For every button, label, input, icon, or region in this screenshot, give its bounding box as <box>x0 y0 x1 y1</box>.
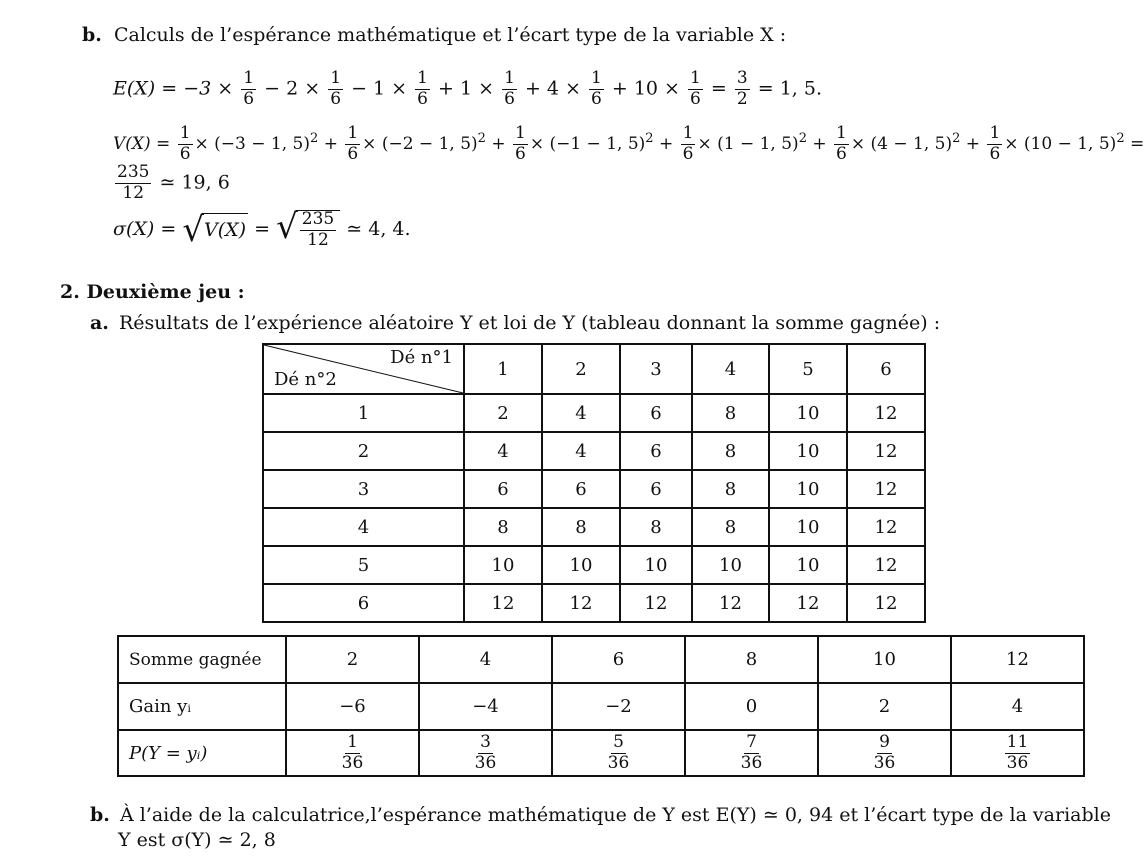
fraction: $\frac{1}{6}$ <box>836 123 847 164</box>
fraction: $\frac{1}{6}$ <box>682 123 694 164</box>
term: × (10 − 1, 5) <box>1004 133 1117 154</box>
table-cell: 8 <box>692 432 769 470</box>
term: + 10 × <box>611 77 680 100</box>
table-cell: 12 <box>847 470 925 508</box>
table-cell: 4 <box>542 432 620 470</box>
table-cell: 8 <box>464 508 542 546</box>
fraction: $\frac{1}{6}$ <box>347 123 359 164</box>
table-cell: 8 <box>620 508 692 546</box>
term: × (−1 − 1, 5) <box>529 133 646 154</box>
table-cell: 8 <box>692 394 769 432</box>
term: × (4 − 1, 5) <box>850 133 953 154</box>
fraction: $\frac{235}{12}$ <box>301 209 335 250</box>
column-header: 4 <box>692 344 769 394</box>
item-marker: a. <box>90 312 109 334</box>
term: + 1 × <box>438 77 495 100</box>
fraction: $\frac{235}{12}$ <box>117 162 150 203</box>
fraction: $\frac{9}{36}$ <box>873 731 896 773</box>
part2-b-line1 <box>90 806 1111 825</box>
column-header: 5 <box>769 344 847 394</box>
table-cell <box>286 730 419 776</box>
table-cell: 4 <box>419 636 552 683</box>
fraction: $\frac{3}{2}$ <box>736 68 748 109</box>
table-cell: 12 <box>951 636 1084 683</box>
row-header: Somme gagnée <box>118 636 286 683</box>
table-row <box>263 584 925 622</box>
table-row <box>263 508 925 546</box>
table-corner-cell <box>263 344 464 394</box>
table-cell: 2 <box>818 683 951 730</box>
fraction: $\frac{1}{6}$ <box>989 123 1001 164</box>
table-cell: 12 <box>847 584 925 622</box>
table-row <box>118 636 1084 683</box>
fraction: $\frac{1}{6}$ <box>179 123 191 164</box>
section-b-text: Calculs de l’espérance mathématique et l’écart type de la variable X : <box>113 24 787 46</box>
table-cell: 12 <box>847 432 925 470</box>
table-cell: 12 <box>542 584 620 622</box>
row-header: 4 <box>263 508 464 546</box>
table-cell: 6 <box>620 432 692 470</box>
variance-approx: ≃ 19, 6 <box>159 171 230 194</box>
variance-result <box>113 164 230 203</box>
fraction: $\frac{1}{6}$ <box>504 68 515 109</box>
part2-title: 2. Deuxième jeu : <box>60 281 245 303</box>
term: × (−3 − 1, 5) <box>194 133 310 154</box>
term: − 1 × <box>351 77 408 100</box>
row-header: 3 <box>263 470 464 508</box>
sqrt: √ $\frac{235}{12}$ <box>276 210 340 250</box>
table-cell: 8 <box>692 470 769 508</box>
table-cell: 6 <box>464 470 542 508</box>
table-cell: 10 <box>769 432 847 470</box>
item-marker: b. <box>82 24 102 46</box>
table-cell: 4 <box>464 432 542 470</box>
table-cell: 8 <box>685 636 818 683</box>
column-header: 3 <box>620 344 692 394</box>
table-cell: 10 <box>542 546 620 584</box>
table-row <box>118 730 1084 776</box>
fraction: $\frac{7}{36}$ <box>740 731 763 773</box>
table-cell: 4 <box>542 394 620 432</box>
equals: = <box>710 77 727 100</box>
dice-table <box>262 343 926 623</box>
part2-a-heading <box>90 314 940 333</box>
fraction: $\frac{1}{6}$ <box>243 68 255 109</box>
section-b-heading <box>82 26 786 45</box>
table-cell: 8 <box>542 508 620 546</box>
term: × (1 − 1, 5) <box>697 133 799 154</box>
table-cell: 10 <box>769 546 847 584</box>
table-cell <box>419 730 552 776</box>
table-cell: 10 <box>818 636 951 683</box>
fraction: $\frac{1}{6}$ <box>690 68 701 109</box>
fraction: $\frac{1}{6}$ <box>417 68 428 109</box>
table-cell: 2 <box>464 394 542 432</box>
distribution-table <box>117 635 1085 777</box>
fraction: $\frac{3}{36}$ <box>474 731 497 773</box>
expectation-lhs: E(X) = −3 × <box>113 77 234 100</box>
table-cell: 4 <box>951 683 1084 730</box>
table-cell: 10 <box>769 470 847 508</box>
column-header: 2 <box>542 344 620 394</box>
table-cell: 0 <box>685 683 818 730</box>
row-header: 2 <box>263 432 464 470</box>
table-cell: −2 <box>552 683 685 730</box>
fraction: $\frac{11}{36}$ <box>1006 731 1029 773</box>
fraction: $\frac{1}{6}$ <box>591 68 602 109</box>
sigma-approx: ≃ 4, 4. <box>346 217 411 240</box>
part2-b-line2: Y est σ(Y) ≃ 2, 8 <box>118 829 276 851</box>
equals: = <box>254 217 271 240</box>
variance-lhs: V(X) = <box>113 133 171 154</box>
table-row <box>118 683 1084 730</box>
table-cell: 10 <box>769 508 847 546</box>
corner-bottom-label: Dé n°2 <box>274 369 337 390</box>
table-cell: 2 <box>286 636 419 683</box>
sigma-lhs: σ(X) = <box>113 217 177 240</box>
sigma-formula <box>113 207 411 250</box>
table-row <box>263 432 925 470</box>
table-cell: 12 <box>692 584 769 622</box>
table-cell: 6 <box>542 470 620 508</box>
table-row <box>263 394 925 432</box>
table-cell: 12 <box>464 584 542 622</box>
term: − 2 × <box>264 77 321 100</box>
table-cell: 6 <box>620 470 692 508</box>
table-cell: −6 <box>286 683 419 730</box>
sqrt: √ V(X) <box>182 209 247 250</box>
fraction: $\frac{1}{36}$ <box>341 731 364 773</box>
item-marker: b. <box>90 804 110 826</box>
table-cell: 10 <box>769 394 847 432</box>
corner-top-label: Dé n°1 <box>390 347 453 368</box>
table-cell: 12 <box>847 546 925 584</box>
column-header: 1 <box>464 344 542 394</box>
table-row <box>263 470 925 508</box>
table-cell: 10 <box>620 546 692 584</box>
table-cell: 12 <box>847 394 925 432</box>
variance-formula: V(X) = $\frac{1}{6}$ × (−3 − 1, 5)$^2$ + $\frac{1}{6}$ × (−2 − 1, 5)$^2$ + $\frac{1}{6}$ × (−1 − 1, 5)$^2$ + $\frac{1}{6}$ × (1 − 1, 5)$^2$ + $\frac{1}{6}$ × (4 − 1, 5)$^2$ + $\frac{1}{6}$ × (10 − 1, 5)$^2$ = <box>113 123 1144 164</box>
expectation-formula <box>113 70 822 109</box>
table-cell: 12 <box>769 584 847 622</box>
row-header: 5 <box>263 546 464 584</box>
table-cell <box>818 730 951 776</box>
column-header: 6 <box>847 344 925 394</box>
table-cell: −4 <box>419 683 552 730</box>
table-cell: 12 <box>620 584 692 622</box>
table-cell: 8 <box>692 508 769 546</box>
part2-b-text: À l’aide de la calculatrice,l’espérance mathématique de Y est E(Y) ≃ 0, 94 et l’écart type de la variable <box>119 804 1111 826</box>
table-cell: 6 <box>620 394 692 432</box>
table-cell: 10 <box>692 546 769 584</box>
table-cell: 12 <box>847 508 925 546</box>
table-cell: 6 <box>552 636 685 683</box>
table-cell <box>951 730 1084 776</box>
part2-a-text: Résultats de l’expérience aléatoire Y et loi de Y (tableau donnant la somme gagnée) : <box>118 312 941 334</box>
expectation-result: = 1, 5. <box>757 77 823 100</box>
row-header: 6 <box>263 584 464 622</box>
fraction: $\frac{1}{6}$ <box>330 68 342 109</box>
row-header: P(Y = yᵢ) <box>118 730 286 776</box>
table-cell <box>685 730 818 776</box>
row-header: Gain yᵢ <box>118 683 286 730</box>
table-cell: 10 <box>464 546 542 584</box>
term: + 4 × <box>524 77 581 100</box>
row-header: 1 <box>263 394 464 432</box>
fraction: $\frac{1}{6}$ <box>514 123 526 164</box>
table-cell <box>552 730 685 776</box>
term: × (−2 − 1, 5) <box>362 133 478 154</box>
fraction: $\frac{5}{36}$ <box>607 731 630 773</box>
table-row <box>263 546 925 584</box>
